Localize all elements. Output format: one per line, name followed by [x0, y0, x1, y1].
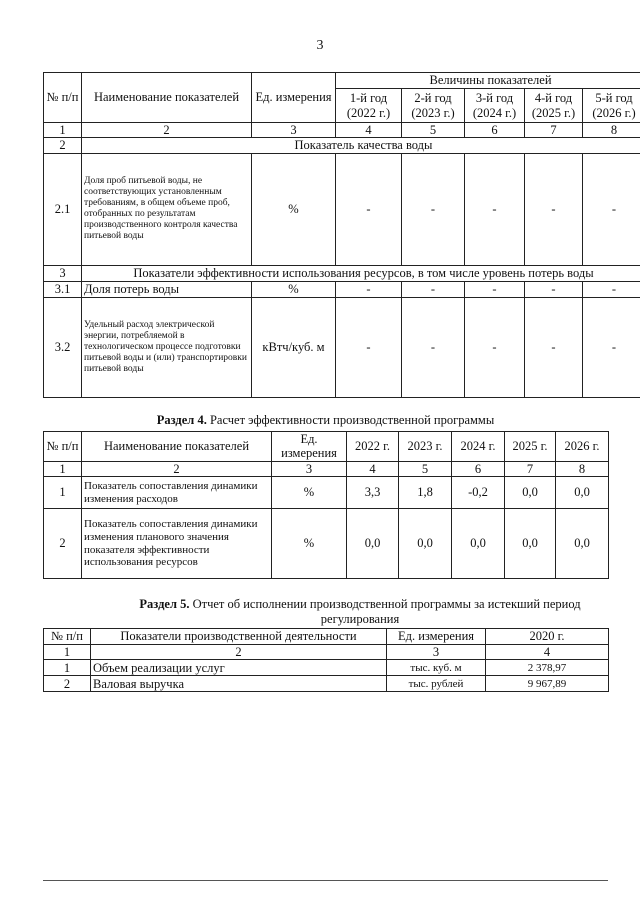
column-number-row [44, 123, 640, 138]
section-4-label: Раздел 4. [156, 413, 207, 427]
header-values: Величины показателей [336, 73, 640, 89]
row-unit: кВтч/куб. м [252, 297, 336, 397]
section-5-label: Раздел 5. [139, 597, 190, 611]
row-name: Удельный расход электрической энергии, потребляемой в технологическом процессе подготовки питьевой воды и (или) транспортировки питьевой воды [82, 297, 252, 397]
row-value: - [336, 281, 402, 297]
table-row [44, 477, 609, 509]
table-row [44, 660, 609, 676]
section-num: 3 [44, 265, 82, 281]
efficiency-table [43, 431, 609, 579]
header-year: 2024 г. [452, 432, 505, 462]
header-year: 3-й год (2024 г.) [465, 89, 525, 123]
row-value: - [525, 297, 583, 397]
section-title: Показатели эффективности использования ресурсов, в том числе уровень потерь воды [82, 265, 640, 281]
row-value: - [402, 297, 465, 397]
section-4-title [43, 413, 608, 428]
header-num: № п/п [44, 432, 82, 462]
header-name: Наименование показателей [82, 73, 252, 123]
row-unit: тыс. рублей [387, 676, 486, 692]
header-unit: Ед. измерения [387, 629, 486, 645]
section-5-text: Отчет об исполнении производственной программы за истекший период регулирования [189, 597, 581, 626]
row-value: 0,0 [399, 509, 452, 579]
section-5-title [110, 597, 610, 627]
col-number: 1 [44, 645, 91, 660]
col-number: 8 [583, 123, 640, 138]
section-row [44, 265, 640, 281]
row-name: Объем реализации услуг [91, 660, 387, 676]
row-value: -0,2 [452, 477, 505, 509]
col-number: 2 [82, 123, 252, 138]
col-number: 7 [525, 123, 583, 138]
col-number: 7 [505, 461, 556, 476]
row-value: 9 967,89 [486, 676, 609, 692]
header-name: Наименование показателей [82, 432, 272, 462]
header-year: 1-й год (2022 г.) [336, 89, 402, 123]
header-year: 5-й год (2026 г.) [583, 89, 640, 123]
table-row [44, 281, 640, 297]
section-4-text: Расчет эффективности производственной программы [206, 413, 495, 427]
header-year: 4-й год (2025 г.) [525, 89, 583, 123]
row-unit: % [272, 477, 347, 509]
row-value: 0,0 [505, 509, 556, 579]
row-unit: % [252, 153, 336, 265]
section-row [44, 138, 640, 153]
row-name: Валовая выручка [91, 676, 387, 692]
col-number: 3 [387, 645, 486, 660]
row-value: - [402, 281, 465, 297]
col-number: 3 [272, 461, 347, 476]
row-value: - [583, 297, 640, 397]
header-num: № п/п [44, 629, 91, 645]
row-value: 2 378,97 [486, 660, 609, 676]
col-number: 6 [465, 123, 525, 138]
col-number: 3 [252, 123, 336, 138]
row-unit: % [252, 281, 336, 297]
row-value: - [336, 297, 402, 397]
col-number: 4 [336, 123, 402, 138]
row-value: 3,3 [347, 477, 399, 509]
row-unit: % [272, 509, 347, 579]
row-value: 0,0 [556, 509, 609, 579]
row-name: Показатель сопоставления динамики изменения планового значения показателя эффективности использования ресурсов [82, 509, 272, 579]
row-value: - [465, 281, 525, 297]
col-number: 1 [44, 461, 82, 476]
col-number: 2 [82, 461, 272, 476]
header-unit: Ед. измерения [272, 432, 347, 462]
header-year: 2023 г. [399, 432, 452, 462]
row-unit: тыс. куб. м [387, 660, 486, 676]
row-value: - [525, 281, 583, 297]
row-value: - [583, 281, 640, 297]
table-row [44, 676, 609, 692]
row-num: 3.1 [44, 281, 82, 297]
header-year: 2022 г. [347, 432, 399, 462]
row-value: - [336, 153, 402, 265]
row-value: 1,8 [399, 477, 452, 509]
row-num: 2 [44, 676, 91, 692]
row-value: - [465, 153, 525, 265]
section-num: 2 [44, 138, 82, 153]
header-year: 2-й год (2023 г.) [402, 89, 465, 123]
row-num: 1 [44, 660, 91, 676]
column-number-row [44, 645, 609, 660]
col-number: 5 [399, 461, 452, 476]
page-bottom-divider [43, 880, 608, 881]
col-number: 1 [44, 123, 82, 138]
col-number: 4 [486, 645, 609, 660]
report-table [43, 628, 609, 692]
row-value: 0,0 [505, 477, 556, 509]
row-name: Доля проб питьевой воды, не соответствующих установленным требованиям, в общем объеме проб, отобранных по результатам производственного контроля качества питьевой воды [82, 153, 252, 265]
table-row [44, 297, 640, 397]
indicators-table [43, 72, 640, 398]
row-num: 3.2 [44, 297, 82, 397]
page-number: 3 [316, 38, 324, 53]
header-year: 2025 г. [505, 432, 556, 462]
section-title: Показатель качества воды [82, 138, 640, 153]
table-row [44, 509, 609, 579]
row-name: Показатель сопоставления динамики изменения расходов [82, 477, 272, 509]
row-num: 2.1 [44, 153, 82, 265]
col-number: 2 [91, 645, 387, 660]
row-value: - [525, 153, 583, 265]
row-name: Доля потерь воды [82, 281, 252, 297]
header-name: Показатели производственной деятельности [91, 629, 387, 645]
row-num: 1 [44, 477, 82, 509]
col-number: 5 [402, 123, 465, 138]
header-unit: Ед. измерения [252, 73, 336, 123]
row-value: 0,0 [452, 509, 505, 579]
row-value: - [465, 297, 525, 397]
header-num: № п/п [44, 73, 82, 123]
row-value: 0,0 [347, 509, 399, 579]
col-number: 8 [556, 461, 609, 476]
table-row [44, 153, 640, 265]
column-number-row [44, 461, 609, 476]
col-number: 4 [347, 461, 399, 476]
header-year: 2026 г. [556, 432, 609, 462]
row-num: 2 [44, 509, 82, 579]
row-value: - [402, 153, 465, 265]
header-year: 2020 г. [486, 629, 609, 645]
col-number: 6 [452, 461, 505, 476]
row-value: 0,0 [556, 477, 609, 509]
row-value: - [583, 153, 640, 265]
